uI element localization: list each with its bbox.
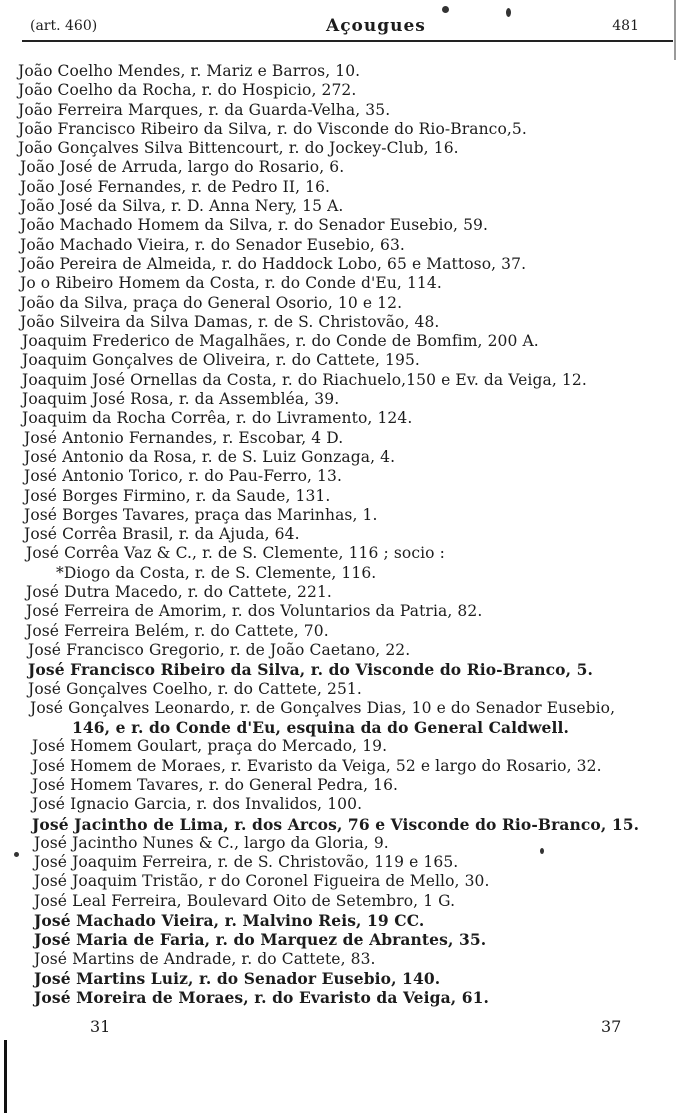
- entry: João Coelho Mendes, r. Mariz e Barros, 10.: [18, 62, 361, 80]
- entry: José Francisco Ribeiro da Silva, r. do Visconde do Rio-Branco, 5.: [28, 660, 593, 680]
- footer-right-number: 37: [601, 1017, 622, 1036]
- entry: José Francisco Gregorio, r. de João Caetano, 22.: [28, 640, 411, 659]
- entry: João Coelho da Rocha, r. do Hospicio, 272.: [18, 81, 357, 100]
- entry: José Homem de Moraes, r. Evaristo da Veiga, 52 e largo do Rosario, 32.: [32, 756, 602, 775]
- entry: José Martins de Andrade, r. do Cattete, 83.: [34, 949, 376, 968]
- entry: *Diogo da Costa, r. de S. Clemente, 116.: [56, 563, 377, 582]
- entry: José Borges Firmino, r. da Saude, 131.: [24, 486, 331, 505]
- ink-speck: [506, 8, 511, 17]
- entry: José Machado Vieira, r. Malvino Reis, 19 CC.: [34, 911, 425, 931]
- entry: José Joaquim Tristão, r do Coronel Figueira de Mello, 30.: [34, 872, 490, 891]
- entry: José Corrêa Brasil, r. da Ajuda, 64.: [24, 525, 300, 544]
- entry: João Machado Vieira, r. do Senador Eusebio, 63.: [20, 235, 405, 254]
- entry: José Antonio Torico, r. do Pau-Ferro, 13.: [24, 467, 343, 486]
- entry: José Homem Tavares, r. do General Pedra, 16.: [32, 775, 399, 794]
- entry: João Francisco Ribeiro da Silva, r. do Visconde do Rio-Branco,5.: [18, 119, 527, 138]
- entry: José Corrêa Vaz & C., r. de S. Clemente, 116 ; socio :: [26, 544, 445, 563]
- section-title: Açougues: [326, 16, 426, 36]
- entry-continuation: 146, e r. do Conde d'Eu, esquina da do General Caldwell.: [72, 718, 569, 738]
- entry: João da Silva, praça do General Osorio, 10 e 12.: [20, 293, 403, 312]
- ink-speck: [540, 848, 544, 854]
- entry: José Borges Tavares, praça das Marinhas, 1.: [24, 505, 378, 524]
- entry: Joaquim da Rocha Corrêa, r. do Livramento, 124.: [22, 409, 413, 428]
- binding-edge-mark: [4, 1040, 7, 1113]
- page-footer: [0, 1017, 683, 1041]
- entry: José Ferreira Belém, r. do Cattete, 70.: [26, 621, 329, 640]
- entry: João Machado Homem da Silva, r. do Senador Eusebio, 59.: [20, 216, 489, 235]
- entry: José Homem Goulart, praça do Mercado, 19.: [32, 737, 388, 756]
- entry: José Gonçalves Leonardo, r. de Gonçalves Dias, 10 e do Senador Eusebio,: [30, 698, 616, 717]
- entry: José Moreira de Moraes, r. do Evaristo da Veiga, 61.: [34, 988, 489, 1008]
- entry: João Ferreira Marques, r. da Guarda-Velha, 35.: [18, 100, 391, 119]
- entry: José Martins Luiz, r. do Senador Eusebio, 140.: [34, 968, 441, 988]
- entry: José Gonçalves Coelho, r. do Cattete, 251.: [28, 679, 362, 698]
- page-edge-line: [674, 0, 676, 60]
- entry: Joaquim Frederico de Magalhães, r. do Conde de Bomfim, 200 A.: [22, 332, 539, 351]
- entry: José Ignacio Garcia, r. dos Invalidos, 100.: [32, 795, 363, 814]
- page-header: [22, 14, 673, 42]
- ink-speck: [442, 6, 449, 13]
- entry: José Antonio da Rosa, r. de S. Luiz Gonzaga, 4.: [24, 447, 396, 466]
- entry: José Jacintho Nunes & C., largo da Gloria, 9.: [34, 833, 389, 852]
- entry: João Silveira da Silva Damas, r. de S. Christovão, 48.: [20, 312, 440, 331]
- entry: João José de Arruda, largo do Rosario, 6.: [20, 158, 345, 177]
- entry: José Maria de Faria, r. do Marquez de Abrantes, 35.: [34, 930, 487, 950]
- entry: João José Fernandes, r. de Pedro II, 16.: [20, 177, 331, 196]
- article-reference: (art. 460): [30, 18, 98, 34]
- entry: José Ferreira de Amorim, r. dos Voluntarios da Patria, 82.: [26, 602, 483, 621]
- entry: Joaquim Gonçalves de Oliveira, r. do Cattete, 195.: [22, 351, 420, 370]
- entry: José Leal Ferreira, Boulevard Oito de Setembro, 1 G.: [34, 891, 456, 910]
- entry: João Gonçalves Silva Bittencourt, r. do Jockey-Club, 16.: [18, 139, 459, 158]
- ink-speck: [14, 852, 19, 857]
- entry: José Dutra Macedo, r. do Cattete, 221.: [26, 583, 332, 602]
- entry: João José da Silva, r. D. Anna Nery, 15 A.: [20, 197, 344, 216]
- entry-list: [18, 62, 673, 1008]
- entry: Joaquim José Ornellas da Costa, r. do Riachuelo,150 e Ev. da Veiga, 12.: [22, 370, 587, 389]
- entry: Jo o Ribeiro Homem da Costa, r. do Conde d'Eu, 114.: [20, 274, 442, 293]
- entry: José Joaquim Ferreira, r. de S. Christovão, 119 e 165.: [34, 853, 459, 872]
- page-number: 481: [612, 18, 639, 34]
- footer-left-number: 31: [90, 1017, 111, 1036]
- entry: José Jacintho de Lima, r. dos Arcos, 76 e Visconde do Rio-Branco, 15.: [32, 814, 640, 834]
- entry: Joaquim José Rosa, r. da Assembléa, 39.: [22, 390, 340, 409]
- entry: José Antonio Fernandes, r. Escobar, 4 D.: [24, 428, 344, 447]
- entry: João Pereira de Almeida, r. do Haddock Lobo, 65 e Mattoso, 37.: [20, 254, 527, 273]
